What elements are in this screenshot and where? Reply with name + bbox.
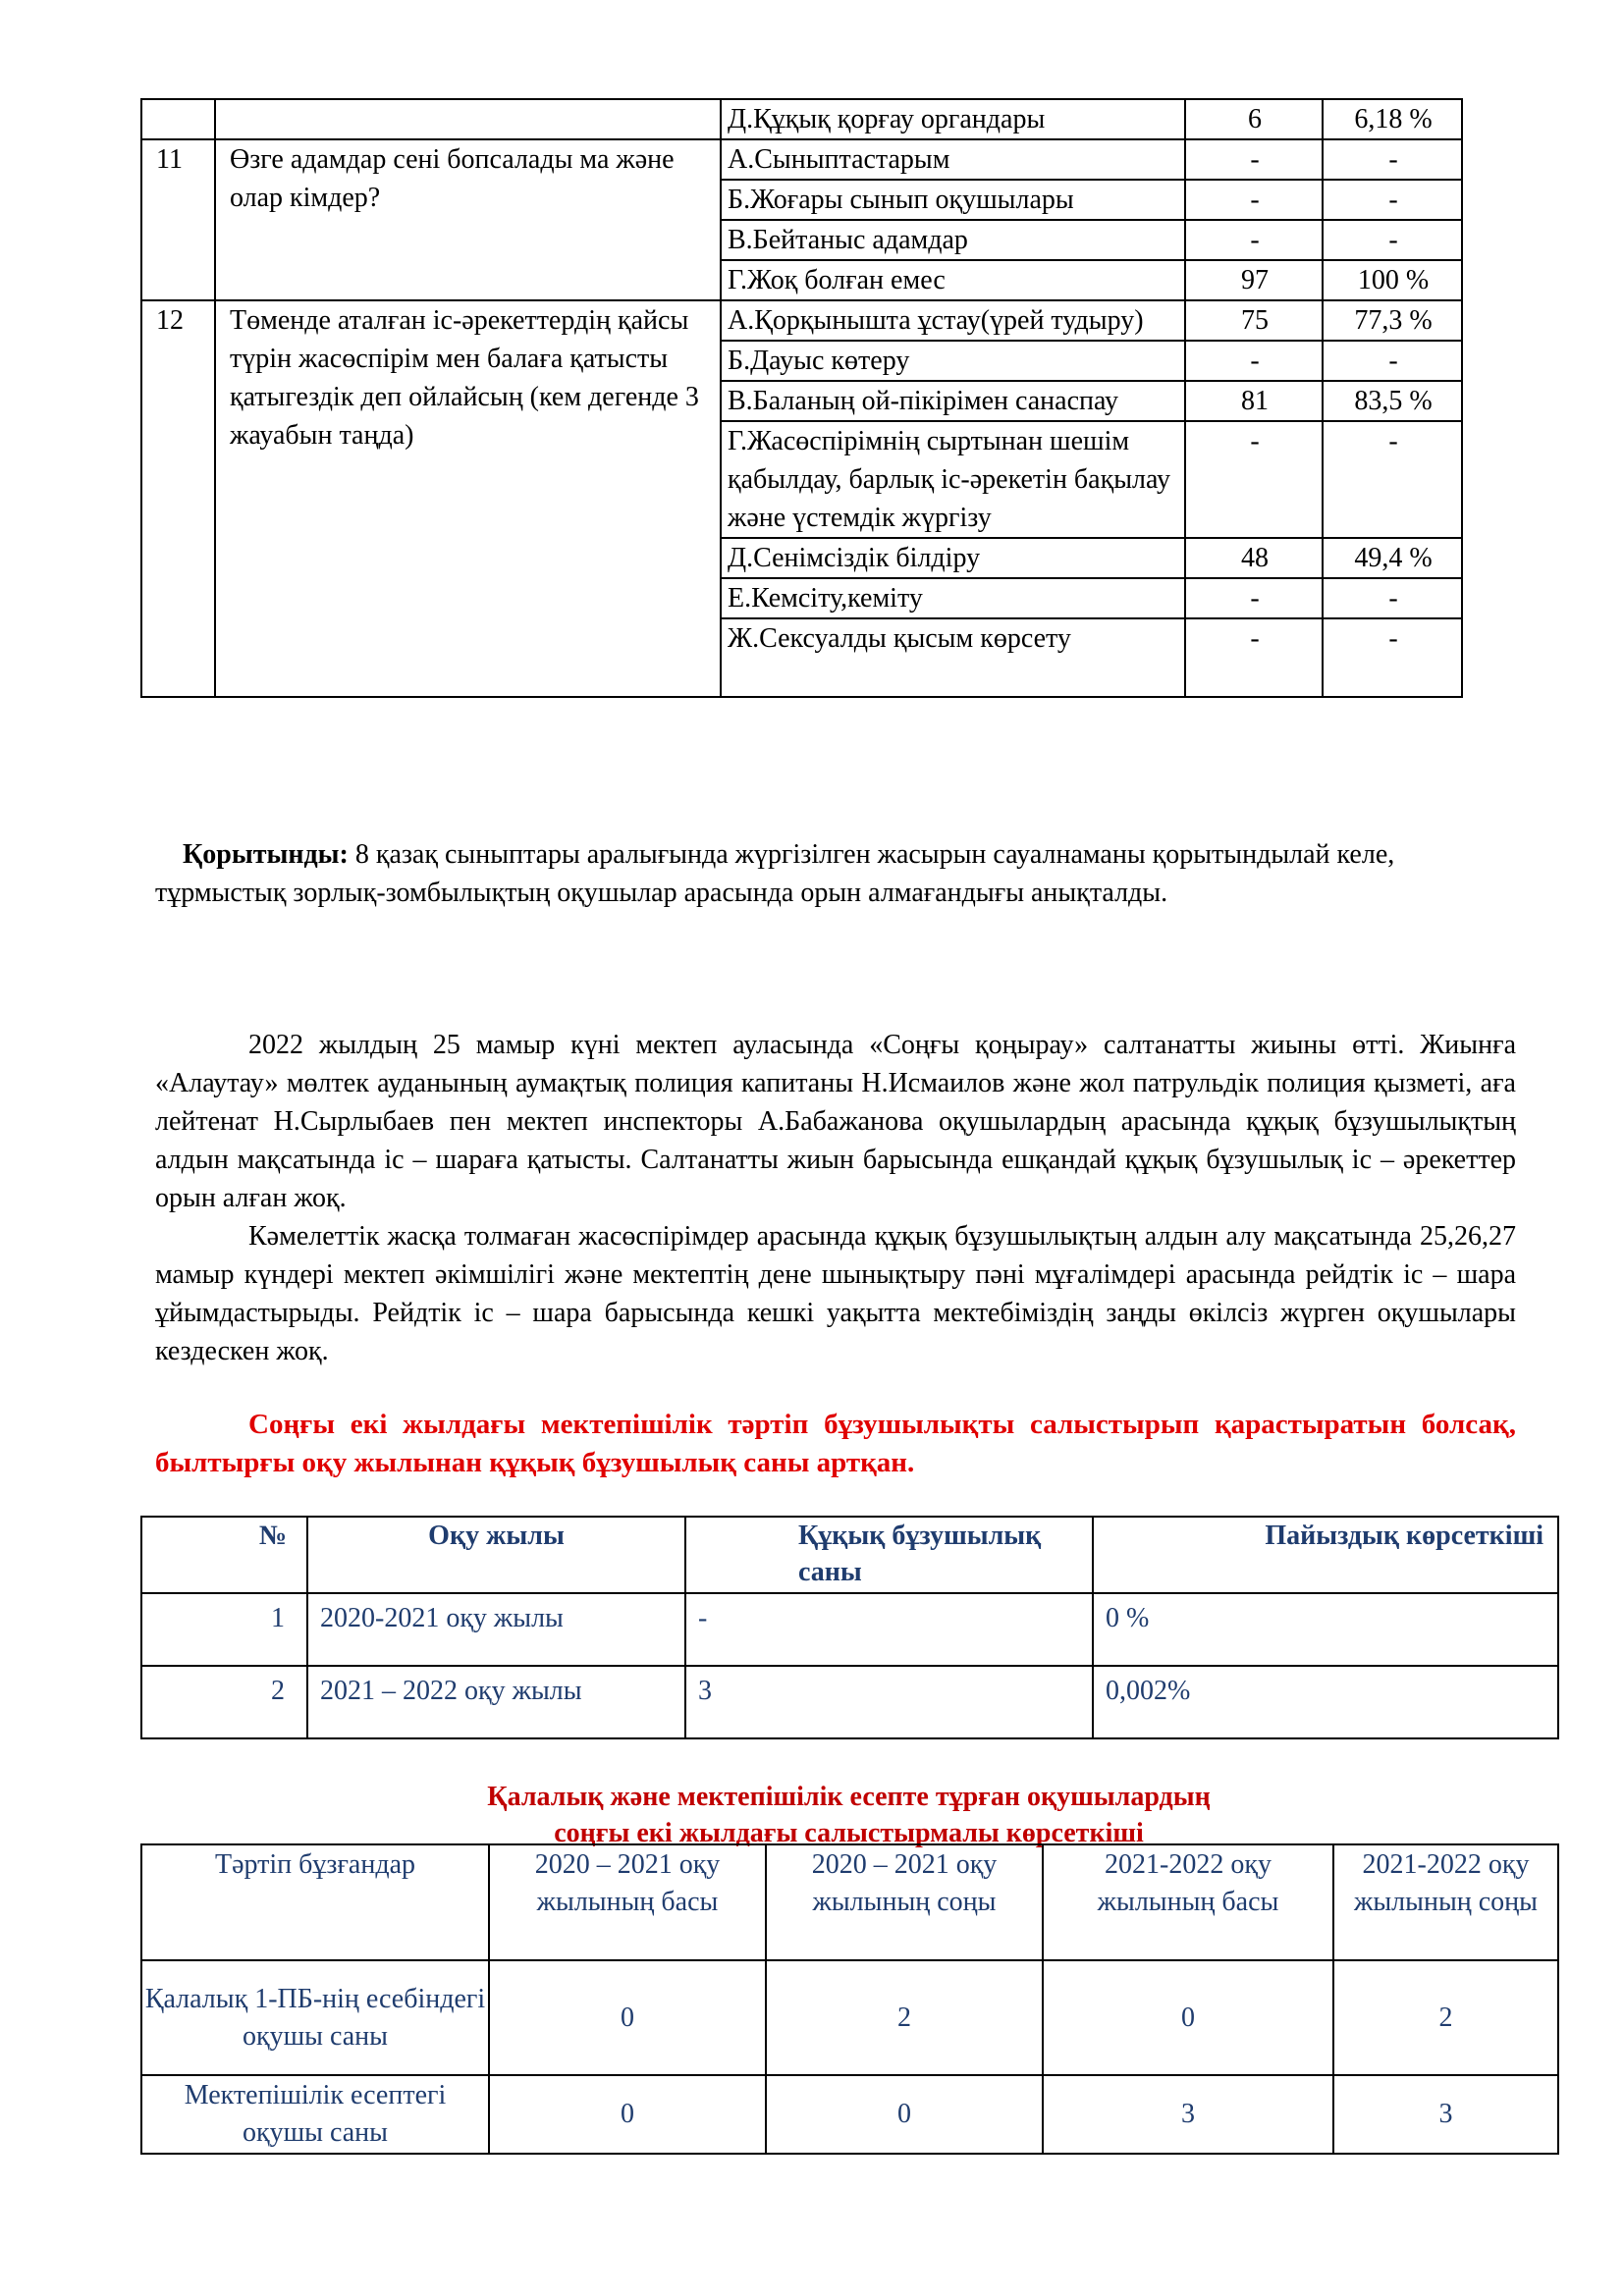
answer-count: - <box>1185 578 1323 618</box>
table-row <box>141 1666 1558 1738</box>
answer-percent: - <box>1323 341 1462 381</box>
header-percent: Пайыздық көрсеткіші <box>1093 1517 1558 1593</box>
answer-percent: 100 % <box>1323 260 1462 300</box>
answer-percent: - <box>1323 618 1462 697</box>
header-cell: 2020 – 2021 оқу жылының соңы <box>766 1844 1043 1960</box>
row-number: 1 <box>141 1593 307 1666</box>
answer-option: Ж.Сексуалды қысым көрсету <box>721 618 1185 697</box>
row-year: 2021 – 2022 оқу жылы <box>307 1666 685 1738</box>
answer-count: 48 <box>1185 538 1323 578</box>
table-row <box>141 99 1462 139</box>
question-text: Өзге адамдар сені бопсалады ма және олар кімдер? <box>215 139 721 300</box>
answer-option: Б.Жоғары сынып оқушылары <box>721 180 1185 220</box>
question-text: Төменде аталған іс-әрекеттердің қайсы түрін жасөспірім мен балаға қатысты қатыгездік деп ойлайсың (кем дегенде 3 жауабын таңда) <box>215 300 721 697</box>
value-cell: 0 <box>489 1960 766 2075</box>
row-year: 2020-2021 оқу жылы <box>307 1593 685 1666</box>
survey-results-table <box>140 98 1463 698</box>
question-number <box>141 99 215 139</box>
answer-option: В.Баланың ой-пікірімен санаспау <box>721 381 1185 421</box>
answer-percent: 49,4 % <box>1323 538 1462 578</box>
table-row <box>141 139 1462 180</box>
answer-count: - <box>1185 618 1323 697</box>
row-label: Қалалық 1-ПБ-нің есебіндегі оқушы саны <box>141 1960 489 2075</box>
question-number: 11 <box>141 139 215 300</box>
value-cell: 0 <box>489 2075 766 2154</box>
row-count: 3 <box>685 1666 1093 1738</box>
header-count: Құқық бұзушылық саны <box>685 1517 1093 1593</box>
answer-percent: - <box>1323 180 1462 220</box>
conclusion-paragraph <box>155 835 1520 912</box>
question-number: 12 <box>141 300 215 697</box>
answer-percent: 6,18 % <box>1323 99 1462 139</box>
table-row <box>141 1960 1558 2075</box>
raid-paragraph: Кәмелеттік жасқа толмаған жасөспірімдер арасында құқық бұзушылықтың алдын алу мақсатында 25,26,27 мамыр күндері мектеп әкімшілігі және мектептің дене шынықтыру пәні мұғалімдері арасында рейдтік іс – шара ұйымдастырыды. Рейдтік іс – шара барысында кешкі уақытта мектебіміздің заңды өкілсіз жүрген оқушылары кездескен жоқ. <box>155 1221 1516 1366</box>
header-cell: 2020 – 2021 оқу жылының басы <box>489 1844 766 1960</box>
answer-option: А.Сыныптастарым <box>721 139 1185 180</box>
answer-percent: - <box>1323 421 1462 538</box>
answer-option: Е.Кемсіту,кеміту <box>721 578 1185 618</box>
table-header-row <box>141 1844 1558 1960</box>
answer-option: В.Бейтаныс адамдар <box>721 220 1185 260</box>
answer-percent: - <box>1323 578 1462 618</box>
answer-count: 75 <box>1185 300 1323 341</box>
answer-option: Б.Дауыс көтеру <box>721 341 1185 381</box>
value-cell: 3 <box>1043 2075 1333 2154</box>
answer-percent: 83,5 % <box>1323 381 1462 421</box>
comparison-title <box>140 1779 1557 1851</box>
conclusion-label: Қорытынды: <box>183 839 349 870</box>
table-row <box>141 2075 1558 2154</box>
header-year: Оқу жылы <box>307 1517 685 1593</box>
comparison-title-line: Қалалық және мектепішілік есепте тұрған оқушылардың <box>487 1782 1211 1812</box>
value-cell: 0 <box>1043 1960 1333 2075</box>
table-row <box>141 1593 1558 1666</box>
table-row <box>141 300 1462 341</box>
value-cell: 0 <box>766 2075 1043 2154</box>
comparison-title-line: соңғы екі жылдағы салыстырмалы көрсеткіші <box>554 1818 1144 1848</box>
answer-option: Д.Құқық қорғау органдары <box>721 99 1185 139</box>
answer-option: А.Қорқынышта ұстау(үрей тудыру) <box>721 300 1185 341</box>
comparison-table <box>140 1843 1559 2155</box>
answer-option: Г.Жасөспірімнің сыртынан шешім қабылдау, барлық іс-әрекетін бақылау және үстемдік жүргізу <box>721 421 1185 538</box>
answer-count: - <box>1185 139 1323 180</box>
violations-by-year-table <box>140 1516 1559 1739</box>
value-cell: 2 <box>1333 1960 1558 2075</box>
row-percent: 0,002% <box>1093 1666 1558 1738</box>
conclusion-text: 8 қазақ сыныптары аралығында жүргізілген жасырын сауалнаманы қорытындылай келе, тұрмыстық зорлық-зомбылықтың оқушылар арасында орын алмағандығы анықталды. <box>155 839 1395 908</box>
answer-count: - <box>1185 341 1323 381</box>
header-cell: 2021-2022 оқу жылының басы <box>1043 1844 1333 1960</box>
event-paragraph: 2022 жылдың 25 мамыр күні мектеп ауласында «Соңғы қоңырау» салтанатты жиыны өтті. Жиынға «Алаутау» мөлтек ауданының аумақтық полиция капитаны Н.Исмаилов және жол патрульдік полиция қызметі, аға лейтенат Н.Сырлыбаев пен мектеп инспекторы А.Бабажанова оқушылардың арасында құқық бұзушылықтың алдын мақсатында іс – шараға қатысты. Салтанатты жиын барысында ешқандай құқық бұзушылық іс – әрекеттер орын алған жоқ. <box>155 1030 1516 1213</box>
answer-count: 97 <box>1185 260 1323 300</box>
answer-percent: - <box>1323 139 1462 180</box>
header-number: № <box>141 1517 307 1593</box>
row-label: Мектепішілік есептегі оқушы саны <box>141 2075 489 2154</box>
answer-option: Г.Жоқ болған емес <box>721 260 1185 300</box>
row-count: - <box>685 1593 1093 1666</box>
value-cell: 2 <box>766 1960 1043 2075</box>
answer-count: 6 <box>1185 99 1323 139</box>
question-text <box>215 99 721 139</box>
violations-comparison-note: Соңғы екі жылдағы мектепішілік тәртіп бұзушылықты салыстырып қарастыратын болсақ, былтырғы оқу жылынан құқық бұзушылық саны артқан. <box>155 1409 1516 1478</box>
answer-count: - <box>1185 421 1323 538</box>
row-percent: 0 % <box>1093 1593 1558 1666</box>
answer-percent: 77,3 % <box>1323 300 1462 341</box>
answer-percent: - <box>1323 220 1462 260</box>
answer-option: Д.Сенімсіздік білдіру <box>721 538 1185 578</box>
header-cell: Тәртіп бұзғандар <box>141 1844 489 1960</box>
answer-count: 81 <box>1185 381 1323 421</box>
answer-count: - <box>1185 220 1323 260</box>
value-cell: 3 <box>1333 2075 1558 2154</box>
answer-count: - <box>1185 180 1323 220</box>
row-number: 2 <box>141 1666 307 1738</box>
header-cell: 2021-2022 оқу жылының соңы <box>1333 1844 1558 1960</box>
table-header-row <box>141 1517 1558 1593</box>
